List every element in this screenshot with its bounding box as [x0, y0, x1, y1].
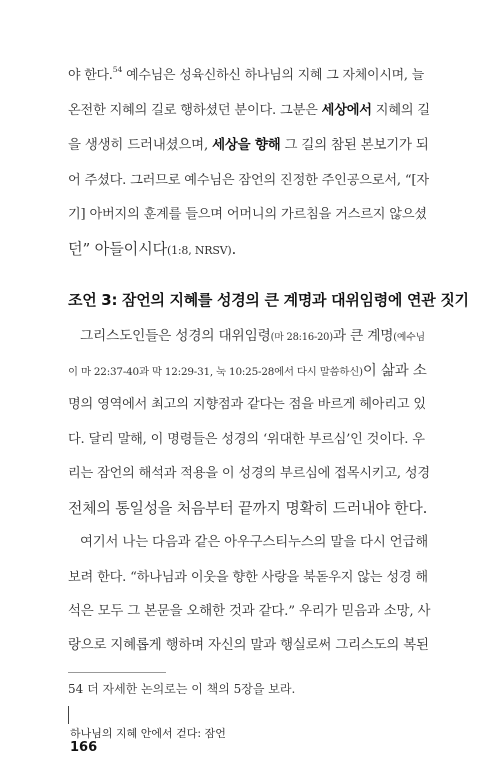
text-run: 랑으로 지혜롭게 행하며 자신의 말과 행실로써 그리스도의 복된 — [68, 638, 429, 653]
footnote: 54 더 자세한 논의로는 이 책의 5장을 보라. — [68, 682, 296, 696]
section-heading: 조언 3: 잠언의 지혜를 성경의 큰 계명과 대위임령에 연관 짓기 — [68, 291, 469, 309]
text-line — [68, 169, 429, 188]
citation: (1:8, NRSV) — [167, 244, 232, 257]
text-run: 여기서 나는 다음과 같은 아우구스티누스의 말을 다시 언급해 — [80, 535, 429, 550]
text-line — [68, 497, 427, 518]
text-line — [68, 203, 427, 222]
text-run: 을 생생히 드러내셨으며, — [68, 138, 213, 153]
text-line — [68, 64, 424, 83]
text-run: 다. 달리 말해, 이 명령들은 성경의 ‘위대한 부르심’인 것이다. 우 — [68, 432, 425, 447]
text-run: 그 길의 참된 본보기가 되 — [280, 138, 429, 153]
text-line — [68, 566, 428, 585]
citation: (예수님 — [393, 332, 425, 343]
text-run: 이 삶과 소 — [362, 363, 427, 379]
text-run: 던” 아들이시다 — [68, 240, 168, 258]
text-line — [68, 634, 429, 653]
bold-text: 세상을 향해 — [212, 138, 281, 153]
text-run: 그리스도인들은 성경의 대위임령 — [80, 328, 271, 344]
text-line — [68, 428, 425, 447]
text-run: 명의 영역에서 최고의 지향점과 같다는 점을 바르게 헤아리고 있 — [68, 397, 426, 412]
text-run: 석은 모두 그 본문을 오해한 것과 같다.” 우리가 믿음과 소망, 사 — [68, 604, 431, 619]
text-line — [68, 359, 427, 380]
text-line — [68, 462, 430, 481]
book-title: 하나님의 지혜 안에서 걷다: 잠언 — [70, 727, 226, 740]
text-line — [80, 324, 425, 344]
text-run: 지혜의 길 — [371, 103, 430, 118]
text-run: 야 한다. — [68, 68, 113, 83]
text-run: 보려 한다. “하나님과 이웃을 향한 사랑을 북돋우지 않는 성경 해 — [68, 570, 428, 585]
footnote-ref: 54 — [112, 65, 123, 74]
citation: (마 28:16-20) — [270, 332, 333, 343]
text-run: 예수님은 성육신하신 하나님의 지혜 그 자체이시며, 늘 — [122, 68, 425, 83]
footnote-divider — [68, 672, 166, 673]
text-line — [68, 238, 236, 259]
text-run: . — [231, 240, 237, 258]
text-line — [68, 393, 426, 412]
text-line — [68, 600, 430, 619]
text-line — [68, 99, 430, 118]
page-number: 166 — [70, 740, 98, 755]
footer-bar — [68, 706, 69, 724]
text-run: 과 큰 계명 — [332, 328, 394, 344]
text-run: 어 주셨다. 그러므로 예수님은 잠언의 진정한 주인공으로서, “[자 — [68, 173, 429, 188]
text-line — [68, 134, 429, 153]
text-run: 온전한 지혜의 길로 행하셨던 분이다. 그분은 — [68, 103, 322, 118]
text-run: 기] 아버지의 훈계를 들으며 어머니의 가르침을 거스르지 않으셨 — [68, 207, 427, 222]
bold-text: 세상에서 — [321, 103, 372, 118]
text-run: 전체의 통일성을 처음부터 끝까지 명확히 드러내야 한다. — [68, 499, 428, 517]
citation: 이 마 22:37-40과 막 12:29-31, 눅 10:25-28에서 다시 말씀하신) — [68, 366, 363, 378]
text-run: 리는 잠언의 해석과 적용을 이 성경의 부르심에 접목시키고, 성경 — [68, 466, 430, 481]
text-line — [80, 531, 428, 550]
